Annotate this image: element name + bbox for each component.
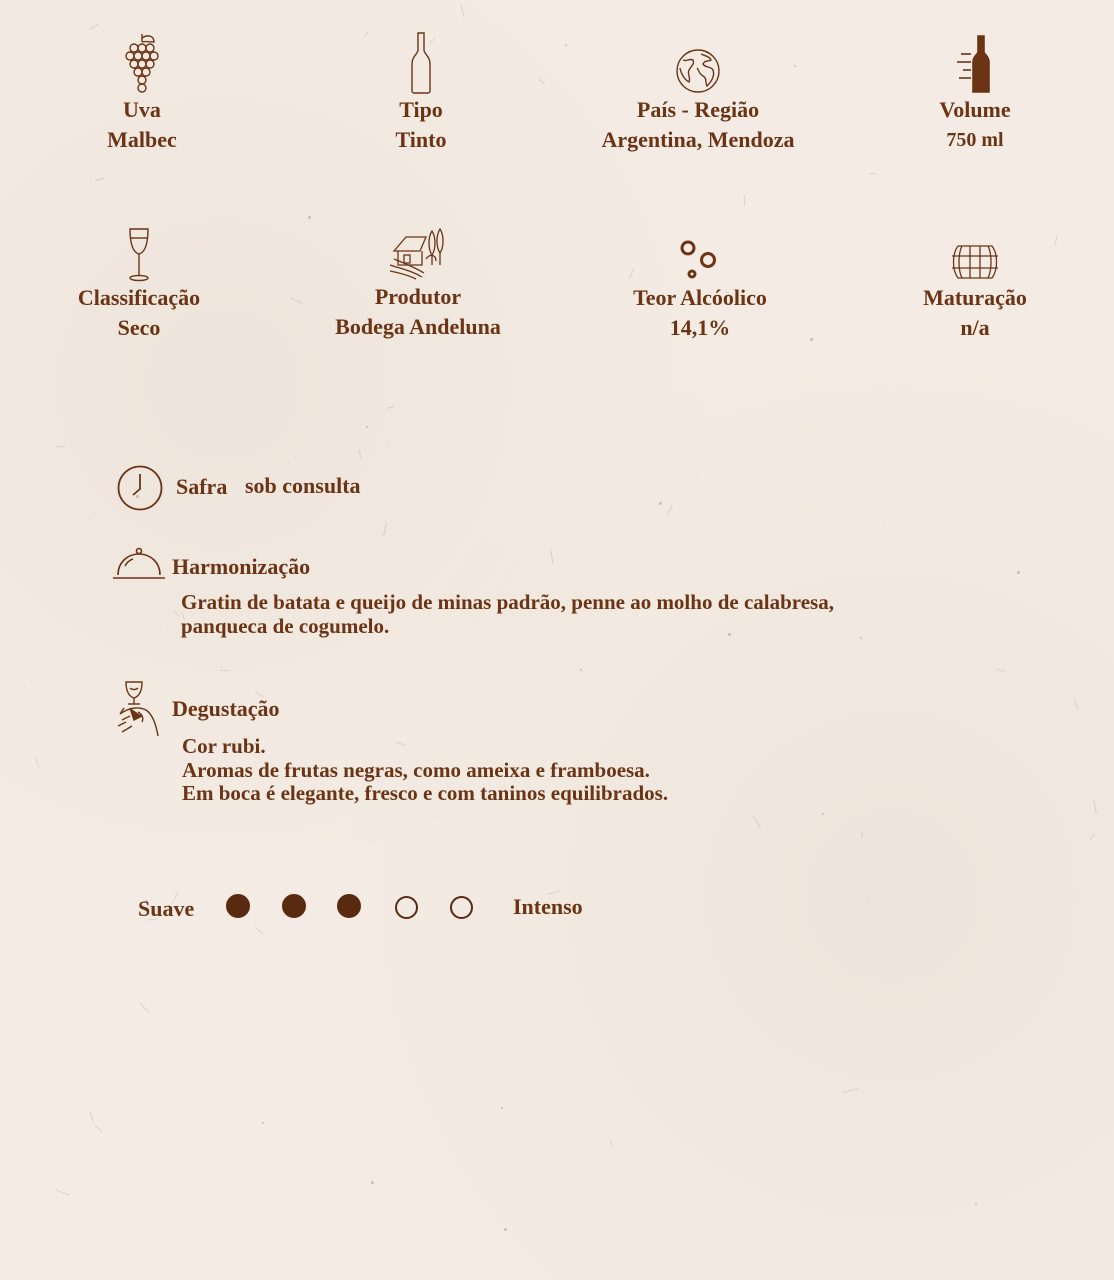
intensity-dot-filled (282, 894, 306, 918)
spec-value: Seco (117, 315, 161, 340)
harmonizacao-line: panqueca de cogumelo. (181, 613, 390, 638)
globe-icon (568, 34, 828, 94)
spec-volume (845, 34, 1105, 156)
intensity-dot-empty (450, 896, 473, 919)
spec-label: Volume (939, 97, 1011, 122)
degustacao-line: Em boca é elegante, fresco e com taninos equilibrados. (182, 781, 669, 805)
spec-tipo (291, 34, 551, 156)
paper-speck (580, 669, 582, 671)
spec-value: n/a (960, 315, 990, 340)
paper-speck (869, 898, 870, 899)
harmonizacao-line: Gratin de batata e queijo de minas padrão, penne ao molho de calabresa, (181, 590, 834, 614)
barrel-icon (845, 222, 1105, 282)
cloche-icon (112, 546, 166, 586)
paper-speck (501, 1107, 503, 1109)
spec-label: Teor Alcóolico (633, 285, 767, 310)
harmonizacao-text (181, 591, 834, 638)
paper-speck (975, 1203, 977, 1205)
paper-speck (366, 426, 368, 428)
spec-produtor (288, 221, 548, 343)
paper-speck (675, 686, 676, 687)
clock-icon (117, 465, 163, 515)
spec-value: Tinto (395, 127, 447, 152)
degustacao-text (182, 735, 668, 806)
paper-speck (1017, 571, 1020, 574)
safra-value: sob consulta (245, 473, 361, 498)
spec-pais-regiao (568, 34, 828, 156)
paper-speck (860, 637, 862, 639)
paper-fiber (861, 831, 862, 837)
grape-icon (12, 34, 272, 94)
paper-speck (94, 512, 95, 513)
paper-speck (160, 627, 161, 628)
winery-icon (288, 221, 548, 281)
spec-value: 14,1% (669, 315, 731, 340)
spec-label: Tipo (399, 97, 443, 122)
intensity-dot-empty (395, 896, 418, 919)
intensity-right-label: Intenso (513, 894, 583, 919)
bottle-icon (291, 34, 551, 94)
paper-speck (386, 444, 387, 445)
degustacao-line: Aromas de frutas negras, como ameixa e framboesa. (182, 757, 650, 782)
paper-speck (31, 681, 32, 682)
spec-label: País - Região (636, 97, 760, 122)
paper-speck (659, 502, 662, 505)
spec-value: Bodega Andeluna (335, 314, 501, 339)
spec-label: Classificação (77, 285, 201, 310)
spec-classificacao (9, 222, 269, 344)
intensity-dot-filled (337, 894, 361, 918)
sommelier-icon (116, 680, 162, 744)
degustacao-line: Cor rubi. (182, 734, 266, 758)
spec-uva (12, 34, 272, 156)
wine-glass-icon (9, 222, 269, 282)
spec-value: Malbec (107, 127, 177, 152)
spec-label: Uva (123, 97, 161, 122)
bubbles-icon (570, 222, 830, 282)
spec-label: Produtor (374, 284, 462, 309)
harmonizacao-title: Harmonização (172, 554, 311, 579)
spec-maturacao (845, 222, 1105, 344)
paper-speck (565, 44, 567, 46)
spec-teor-alcoolico (570, 222, 830, 344)
paper-speck (822, 813, 824, 815)
paper-speck (308, 216, 311, 219)
paper-speck (262, 1122, 264, 1124)
spec-label: Maturação (923, 285, 1027, 310)
paper-speck (252, 1054, 253, 1055)
paper-speck (504, 1228, 507, 1231)
bottle-volume-icon (845, 34, 1105, 94)
paper-speck (882, 523, 883, 524)
degustacao-title: Degustação (172, 696, 280, 721)
intensity-left-label: Suave (138, 896, 195, 921)
paper-fiber (869, 173, 876, 174)
paper-speck (294, 456, 295, 457)
spec-value: Argentina, Mendoza (601, 127, 795, 152)
paper-speck (371, 1181, 374, 1184)
spec-value: 750 ml (946, 129, 1004, 151)
safra-label: Safra (176, 474, 228, 499)
intensity-dot-filled (226, 894, 250, 918)
